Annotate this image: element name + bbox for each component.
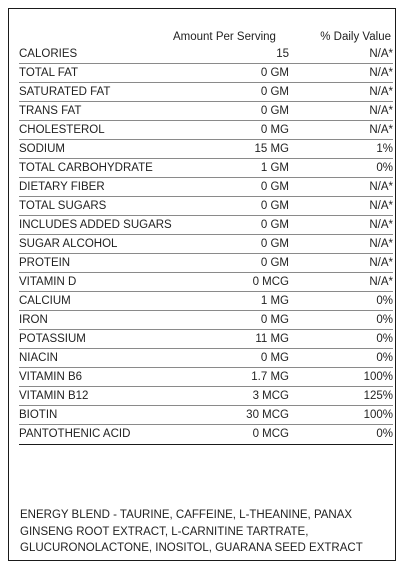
nutrient-name: CALCIUM — [19, 292, 179, 311]
table-row — [19, 292, 393, 311]
nutrient-daily-value: N/A* — [289, 121, 393, 140]
nutrient-daily-value: N/A* — [289, 47, 393, 64]
nutrient-amount: 0 GM — [179, 102, 289, 121]
nutrient-daily-value: 0% — [289, 292, 393, 311]
nutrient-name: TRANS FAT — [19, 102, 179, 121]
nutrient-name: CALORIES — [19, 47, 179, 64]
nutrient-name: TOTAL FAT — [19, 64, 179, 83]
nutrient-daily-value: N/A* — [289, 102, 393, 121]
nutrient-daily-value: 100% — [289, 406, 393, 425]
nutrition-table-body — [19, 47, 393, 445]
table-row — [19, 387, 393, 406]
nutrient-name: TOTAL CARBOHYDRATE — [19, 159, 179, 178]
table-row — [19, 159, 393, 178]
nutrient-amount: 0 MG — [179, 121, 289, 140]
nutrient-daily-value: N/A* — [289, 273, 393, 292]
nutrient-daily-value: 0% — [289, 159, 393, 178]
nutrient-name: SATURATED FAT — [19, 83, 179, 102]
nutrient-name: BIOTIN — [19, 406, 179, 425]
nutrient-amount: 0 GM — [179, 83, 289, 102]
table-row — [19, 216, 393, 235]
nutrient-name: PROTEIN — [19, 254, 179, 273]
nutrient-daily-value: 125% — [289, 387, 393, 406]
table-row — [19, 311, 393, 330]
nutrient-daily-value: 1% — [289, 140, 393, 159]
table-row — [19, 197, 393, 216]
nutrient-amount: 0 GM — [179, 254, 289, 273]
nutrient-name: SODIUM — [19, 140, 179, 159]
nutrient-name: TOTAL SUGARS — [19, 197, 179, 216]
nutrient-amount: 30 MCG — [179, 406, 289, 425]
nutrition-facts-panel — [8, 8, 396, 561]
nutrient-daily-value: 0% — [289, 311, 393, 330]
table-row — [19, 140, 393, 159]
nutrient-name: NIACIN — [19, 349, 179, 368]
nutrient-daily-value: N/A* — [289, 64, 393, 83]
amount-per-serving-header: Amount Per Serving — [173, 31, 276, 43]
nutrient-daily-value: 0% — [289, 349, 393, 368]
table-row — [19, 178, 393, 197]
nutrient-name: INCLUDES ADDED SUGARS — [19, 216, 179, 235]
nutrient-amount: 1 GM — [179, 159, 289, 178]
nutrient-daily-value: N/A* — [289, 254, 393, 273]
nutrient-amount: 0 GM — [179, 178, 289, 197]
energy-blend-text: ENERGY BLEND - TAURINE, CAFFEINE, L-THEANINE, PANAX GINSENG ROOT EXTRACT, L-CARNITINE TARTRATE, GLUCURONOLACTONE, INOSITOL, GUARANA SEED EXTRACT — [20, 509, 363, 554]
table-row — [19, 47, 393, 64]
nutrient-daily-value: N/A* — [289, 216, 393, 235]
nutrient-name: VITAMIN B12 — [19, 387, 179, 406]
nutrient-daily-value: N/A* — [289, 197, 393, 216]
nutrient-amount: 0 MG — [179, 349, 289, 368]
nutrient-name: CHOLESTEROL — [19, 121, 179, 140]
table-row — [19, 406, 393, 425]
nutrient-daily-value: N/A* — [289, 178, 393, 197]
table-row — [19, 121, 393, 140]
column-header-row — [19, 31, 391, 47]
nutrient-daily-value: N/A* — [289, 235, 393, 254]
nutrient-name: SUGAR ALCOHOL — [19, 235, 179, 254]
nutrient-daily-value: 100% — [289, 368, 393, 387]
nutrient-amount: 1.7 MG — [179, 368, 289, 387]
table-row — [19, 273, 393, 292]
nutrient-daily-value: 0% — [289, 330, 393, 349]
nutrient-amount: 0 MCG — [179, 425, 289, 445]
table-row — [19, 254, 393, 273]
nutrient-daily-value: N/A* — [289, 83, 393, 102]
daily-value-header: % Daily Value — [320, 31, 391, 43]
nutrition-table — [19, 47, 393, 445]
nutrient-name: DIETARY FIBER — [19, 178, 179, 197]
table-row — [19, 425, 393, 445]
table-row — [19, 330, 393, 349]
table-row — [19, 102, 393, 121]
nutrient-amount: 0 GM — [179, 64, 289, 83]
table-row — [19, 349, 393, 368]
nutrient-amount: 3 MCG — [179, 387, 289, 406]
nutrient-name: PANTOTHENIC ACID — [19, 425, 179, 445]
nutrient-amount: 0 GM — [179, 216, 289, 235]
table-row — [19, 64, 393, 83]
nutrient-name: POTASSIUM — [19, 330, 179, 349]
nutrient-name: VITAMIN D — [19, 273, 179, 292]
nutrient-amount: 0 GM — [179, 235, 289, 254]
nutrient-amount: 0 GM — [179, 197, 289, 216]
nutrient-amount: 15 MG — [179, 140, 289, 159]
table-row — [19, 83, 393, 102]
nutrient-amount: 11 MG — [179, 330, 289, 349]
nutrient-amount: 0 MCG — [179, 273, 289, 292]
nutrient-amount: 15 — [179, 47, 289, 64]
table-row — [19, 235, 393, 254]
nutrient-name: VITAMIN B6 — [19, 368, 179, 387]
nutrient-amount: 0 MG — [179, 311, 289, 330]
nutrient-amount: 1 MG — [179, 292, 289, 311]
nutrient-daily-value: 0% — [289, 425, 393, 445]
table-row — [19, 368, 393, 387]
nutrient-name: IRON — [19, 311, 179, 330]
